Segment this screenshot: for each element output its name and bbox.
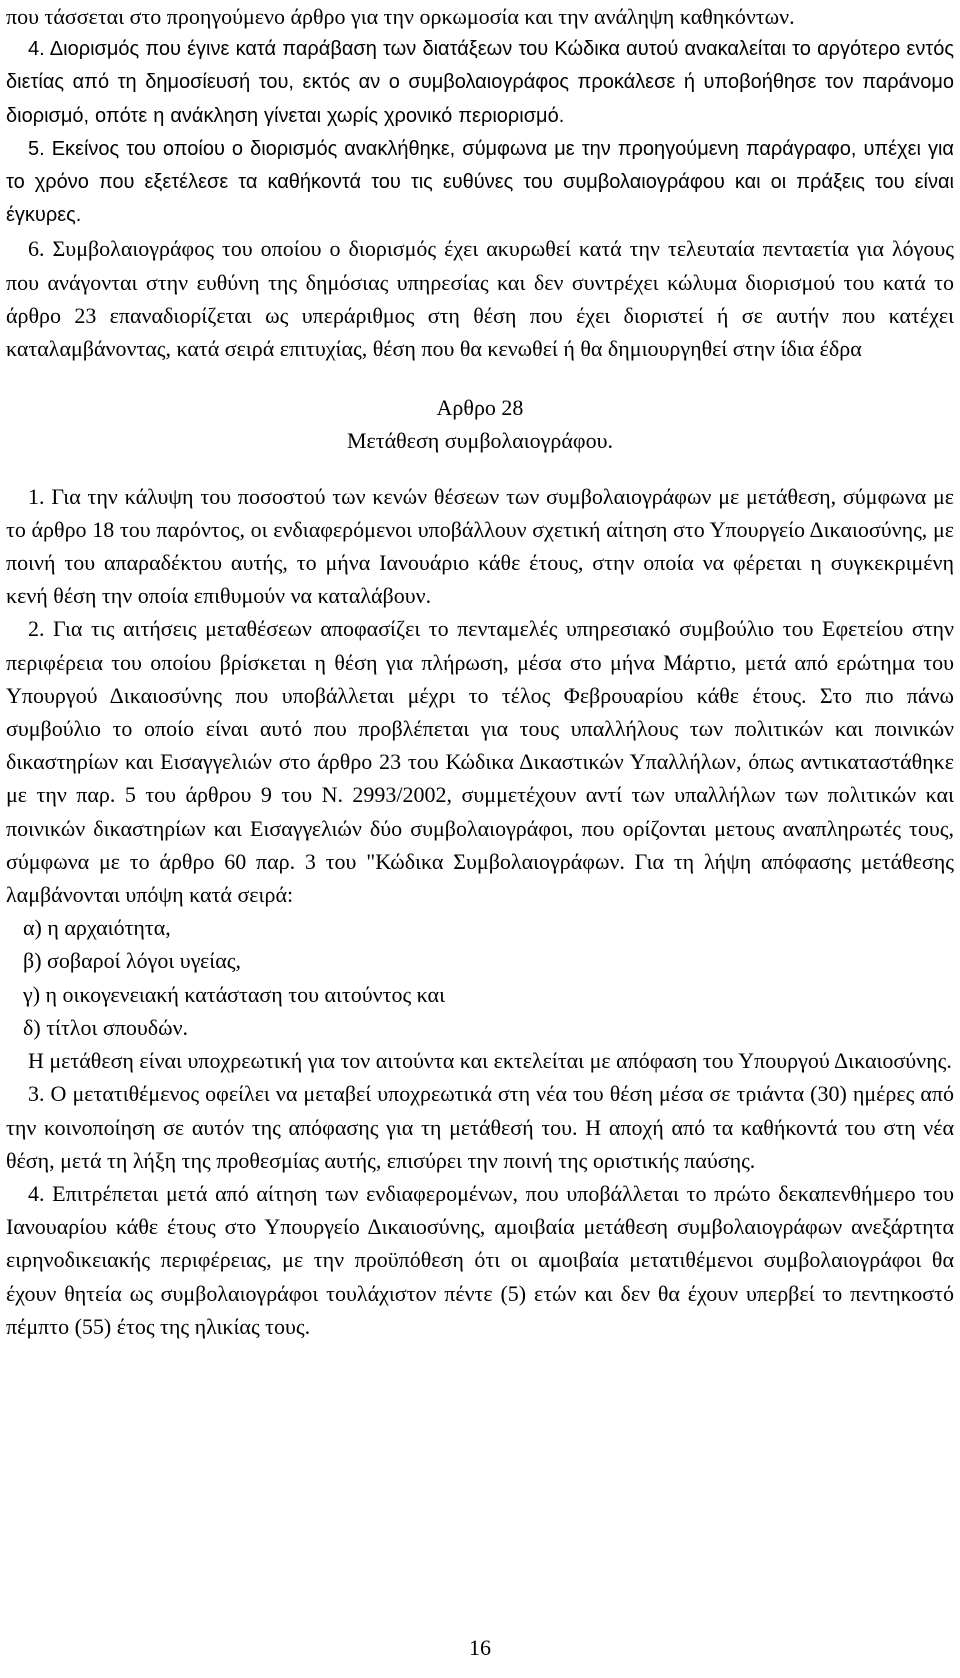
- article-paragraph-2: 2. Για τις αιτήσεις μεταθέσεων αποφασίζει το πενταμελές υπηρεσιακό συμβούλιο του Εφετείου στην περιφέρεια του οποίου βρίσκεται η θέση για πλήρωση, μέσα στο μήνα Μάρτιο, μετά από ερώτημα του Υπουργού Δικαιοσύνης που υποβάλλεται μέχρι το τέλος Φεβρουαρίου κάθε έτους. Στο πιο πάνω συμβούλιο το οποίο είναι αυτό που προβλέπεται για τους υπαλλήλους των πολιτικών και ποινικών δικαστηρίων και Εισαγγελιών στο άρθρο 23 του Κώδικα Δικαστικών Υπαλλήλων, όπως αντικαταστάθηκε με την παρ. 5 του άρθρου 9 του Ν. 2993/2002, συμμετέχουν αντί των υπαλλήλων των πολιτικών και ποινικών δικαστηρίων και Εισαγγελιών δύο συμβολαιογράφοι, που ορίζονται μετους αναπληρωτές τους, σύμφωνα με το άρθρο 60 παρ. 3 του "Κώδικα Συμβολαιογράφων. Για τη λήψη απόφασης μετάθεσης λαμβάνονται υπόψη κατά σειρά:: [6, 616, 954, 908]
- page-number: 16: [469, 1635, 491, 1660]
- paragraph-4: 4. Διορισμός που έγινε κατά παράβαση των διατάξεων του Κώδικα αυτού ανακαλείται το αργότερο εντός διετίας από τη δημοσίευσή του, εκτός αν ο συμβολαιογράφος προκάλεσε ή υποβοήθησε τον παράνομο διορισμό, οπότε η ανάκληση γίνεται χωρίς χρονικό περιορισμό.: [6, 38, 954, 127]
- article-heading-block: [6, 391, 954, 457]
- article-paragraph-1: 1. Για την κάλυψη του ποσοστού των κενών θέσεων των συμβολαιογράφων με μετάθεση, σύμφωνα με το άρθρο 18 του παρόντος, οι ενδιαφερόμενοι υποβάλλουν σχετική αίτηση στο Υπουργείο Δικαιοσύνης, με ποινή του απαραδέκτου αυτής, το μήνα Ιανουάριο κάθε έτους, στην οποία να φέρεται η συγκεκριμένη κενή θέση την οποία επιθυμούν να καταλάβουν.: [6, 483, 954, 609]
- criteria-item: δ) τίτλοι σπουδών.: [23, 1014, 189, 1040]
- continued-paragraph: που τάσσεται στο προηγούμενο άρθρο για την ορκωμοσία και την ανάληψη καθηκόντων.: [6, 4, 795, 29]
- paragraph-6: 6. Συμβολαιογράφος του οποίου ο διορισμός έχει ακυρωθεί κατά την τελευταία πενταετία για λόγους που ανάγονται στην ευθύνη της δημόσιας υπηρεσίας και δεν συντρέχει κώλυμα διορισμού του κατά το άρθρο 23 επαναδιορίζεται ως υπεράριθμος στη θέση που έχει διοριστεί ή σε αυτήν που κατέχει καταλαμβάνοντας, κατά σειρά επιτυχίας, θέση που θα κενωθεί ή θα δημιουργηθεί στην ίδια έδρα: [6, 236, 954, 362]
- criteria-item: γ) η οικογενειακή κατάσταση του αιτούντος και: [23, 981, 446, 1007]
- criteria-item: β) σοβαροί λόγοι υγείας,: [23, 948, 241, 974]
- criteria-item: α) η αρχαιότητα,: [23, 915, 171, 941]
- transfer-obligation-paragraph: Η μετάθεση είναι υποχρεωτική για τον αιτούντα και εκτελείται με απόφαση του Υπουργού Δικαιοσύνης.: [28, 1048, 952, 1074]
- article-paragraph-3: 3. Ο μετατιθέμενος οφείλει να μεταβεί υποχρεωτικά στη νέα του θέση μέσα σε τριάντα (30) ημέρες από την κοινοποίηση σε αυτόν της απόφασης για τη μετάθεσή του. Η αποχή από τα καθήκοντά του στη νέα θέση, μετά τη λήξη της προθεσμίας αυτής, επισύρει την ποινή της οριστικής παύσης.: [6, 1081, 954, 1173]
- article-subtitle: Μετάθεση συμβολαιογράφου.: [347, 428, 613, 454]
- document-page: [6, 0, 954, 1343]
- paragraph-5: 5. Εκείνος του οποίου ο διορισμός ανακλήθηκε, σύμφωνα με την προηγούμενη παράγραφο, υπέχει για το χρόνο που εξετέλεσε τα καθήκοντά του τις ευθύνες του συμβολαιογράφου και οι πράξεις του είναι έγκυρες.: [6, 137, 954, 227]
- article-heading: Αρθρο 28: [436, 395, 524, 421]
- article-paragraph-4: 4. Επιτρέπεται μετά από αίτηση των ενδιαφερομένων, που υποβάλλεται το πρώτο δεκαπενθήμερο του Ιανουαρίου κάθε έτους στο Υπουργείο Δικαιοσύνης, αμοιβαία μετάθεση συμβολαιογράφων ανεξάρτητα ειρηνοδικειακής περιφέρειας, με την προϋπόθεση ότι οι αμοιβαία μετατιθέμενοι συμβολαιογράφοι θα έχουν θητεία ως συμβολαιογράφοι τουλάχιστον πέντε (5) ετών και δεν θα έχουν υπερβεί το πεντηκοστό πέμπτο (55) έτος της ηλικίας τους.: [6, 1180, 954, 1339]
